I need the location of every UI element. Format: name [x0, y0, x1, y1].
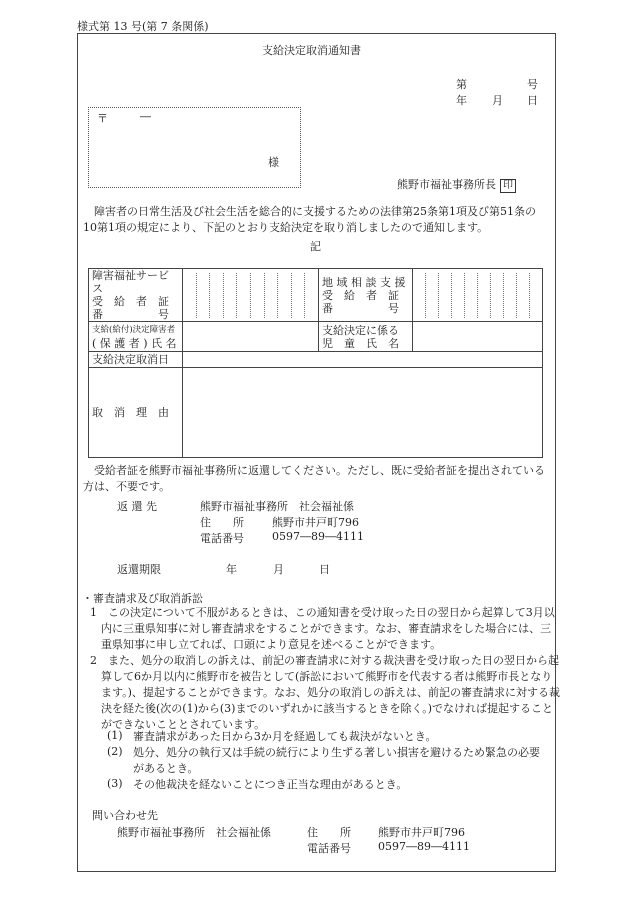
- beneficiary-name-field: [183, 322, 319, 352]
- appeal-item-num: (3): [107, 777, 123, 790]
- seal-mark: 印: [500, 179, 516, 193]
- date-nen: 年: [456, 94, 467, 107]
- return-phone: 0597―89―4111: [272, 530, 364, 543]
- document-title: 支給決定取消通知書: [262, 44, 361, 57]
- intro-text: 障害者の日常生活及び社会生活を総合的に支援するための法律第25条第1項及び第51条の10第1項の規定により、下記のとおり支給決定を取り消しましたので通知します。: [83, 205, 536, 234]
- issuer-name: 熊野市福祉事務所長: [397, 178, 496, 191]
- appeal-item-num: (2): [107, 745, 123, 758]
- return-dest-office: 熊野市福祉事務所 社会福祉係: [200, 500, 354, 513]
- doc-number-go: 号: [527, 78, 538, 91]
- deadline-tsuki: 月: [273, 563, 284, 576]
- return-note: 受給者証を熊野市福祉事務所に返還してください。ただし、既に受給者証を提出されている方は、不要です。: [83, 464, 545, 493]
- doc-number-dai: 第: [456, 78, 467, 91]
- appeal-heading: ・審査請求及び取消訴訟: [82, 592, 203, 605]
- cancel-date-label: 支給決定取消日: [89, 352, 183, 368]
- appeal-paragraph-1: 1 この決定について不服があるときは、この通知書を受け取った日の翌日から起算して3月以内に三重県知事に対し審査請求をすることができます。なお、審査請求をした場合には、三重県知事に申し立てれば、口頭により意見を述べることができます。: [90, 606, 555, 651]
- contact-phone: 0597―89―4111: [378, 840, 470, 853]
- contact-office: 熊野市福祉事務所 社会福祉係: [117, 826, 271, 839]
- postal-dash: ―: [140, 110, 151, 123]
- return-phone-label: 電話番号: [200, 532, 244, 545]
- appeal-paragraph-2: 2 また、処分の取消しの訴えは、前記の審査請求に対する裁決書を受け取った日の翌日から起算して6か月以内に熊野市を被告として(訴訟において熊野市を代表する者は熊野市長となります。)、提起することができます。なお、処分の取消しの訴えは、前記の審査請求に対する裁決を経た後(次の(1)から(3)までのいずれかに該当するときを除く。)でなければ提起することができないこととされています。: [90, 654, 561, 731]
- date-tsuki: 月: [492, 94, 503, 107]
- contact-address: 熊野市井戸町796: [378, 826, 465, 839]
- contact-phone-label: 電話番号: [307, 842, 351, 855]
- ki-mark: 記: [310, 240, 321, 253]
- date-hi: 日: [527, 94, 538, 107]
- return-address-label: 住 所: [200, 516, 244, 529]
- appeal-item-text: 審査請求があった日から3か月を経過しても裁決がないとき。: [133, 730, 437, 743]
- cancel-date-field: [183, 352, 543, 368]
- issuer: [397, 176, 516, 193]
- appeal-item-text: その他裁決を経ないことにつき正当な理由があるとき。: [133, 778, 408, 791]
- cancel-reason-field: [183, 368, 543, 458]
- child-name-field: [413, 322, 543, 352]
- form-number: 様式第 13 号(第 7 条関係): [77, 20, 209, 33]
- decision-table: [88, 268, 543, 458]
- contact-label: 問い合わせ先: [92, 809, 158, 822]
- appeal-item-text: 処分、処分の執行又は手続の続行により生ずる著しい損害を避けるため緊急の必要があるとき。: [133, 746, 540, 775]
- postal-mark: 〒: [97, 112, 108, 125]
- return-address: 熊野市井戸町796: [272, 516, 359, 529]
- return-dest-label: 返 還 先: [117, 500, 157, 513]
- community-support-card-label: 地 域 相 談 支 援 受 給 者 証 番 号: [319, 269, 413, 322]
- beneficiary-name-label: 支給(給付)決定障害者 ( 保 護 者 ) 氏 名: [89, 322, 183, 352]
- appeal-item-num: (1): [107, 729, 123, 742]
- recipient-address-box: [88, 107, 301, 188]
- recipient-sama: 様: [268, 156, 279, 169]
- recipient-card-number-cells: [183, 269, 319, 322]
- deadline-nen: 年: [226, 563, 237, 576]
- community-support-number-cells: [413, 269, 543, 322]
- deadline-hi: 日: [319, 563, 330, 576]
- cancel-reason-label: 取 消 理 由: [89, 368, 183, 458]
- recipient-card-label: 障害福祉サービス 受 給 者 証 番 号: [89, 269, 183, 322]
- deadline-label: 返還期限: [117, 563, 161, 576]
- contact-address-label: 住 所: [307, 826, 351, 839]
- child-name-label: 支給決定に係る 児 童 氏 名: [319, 322, 413, 352]
